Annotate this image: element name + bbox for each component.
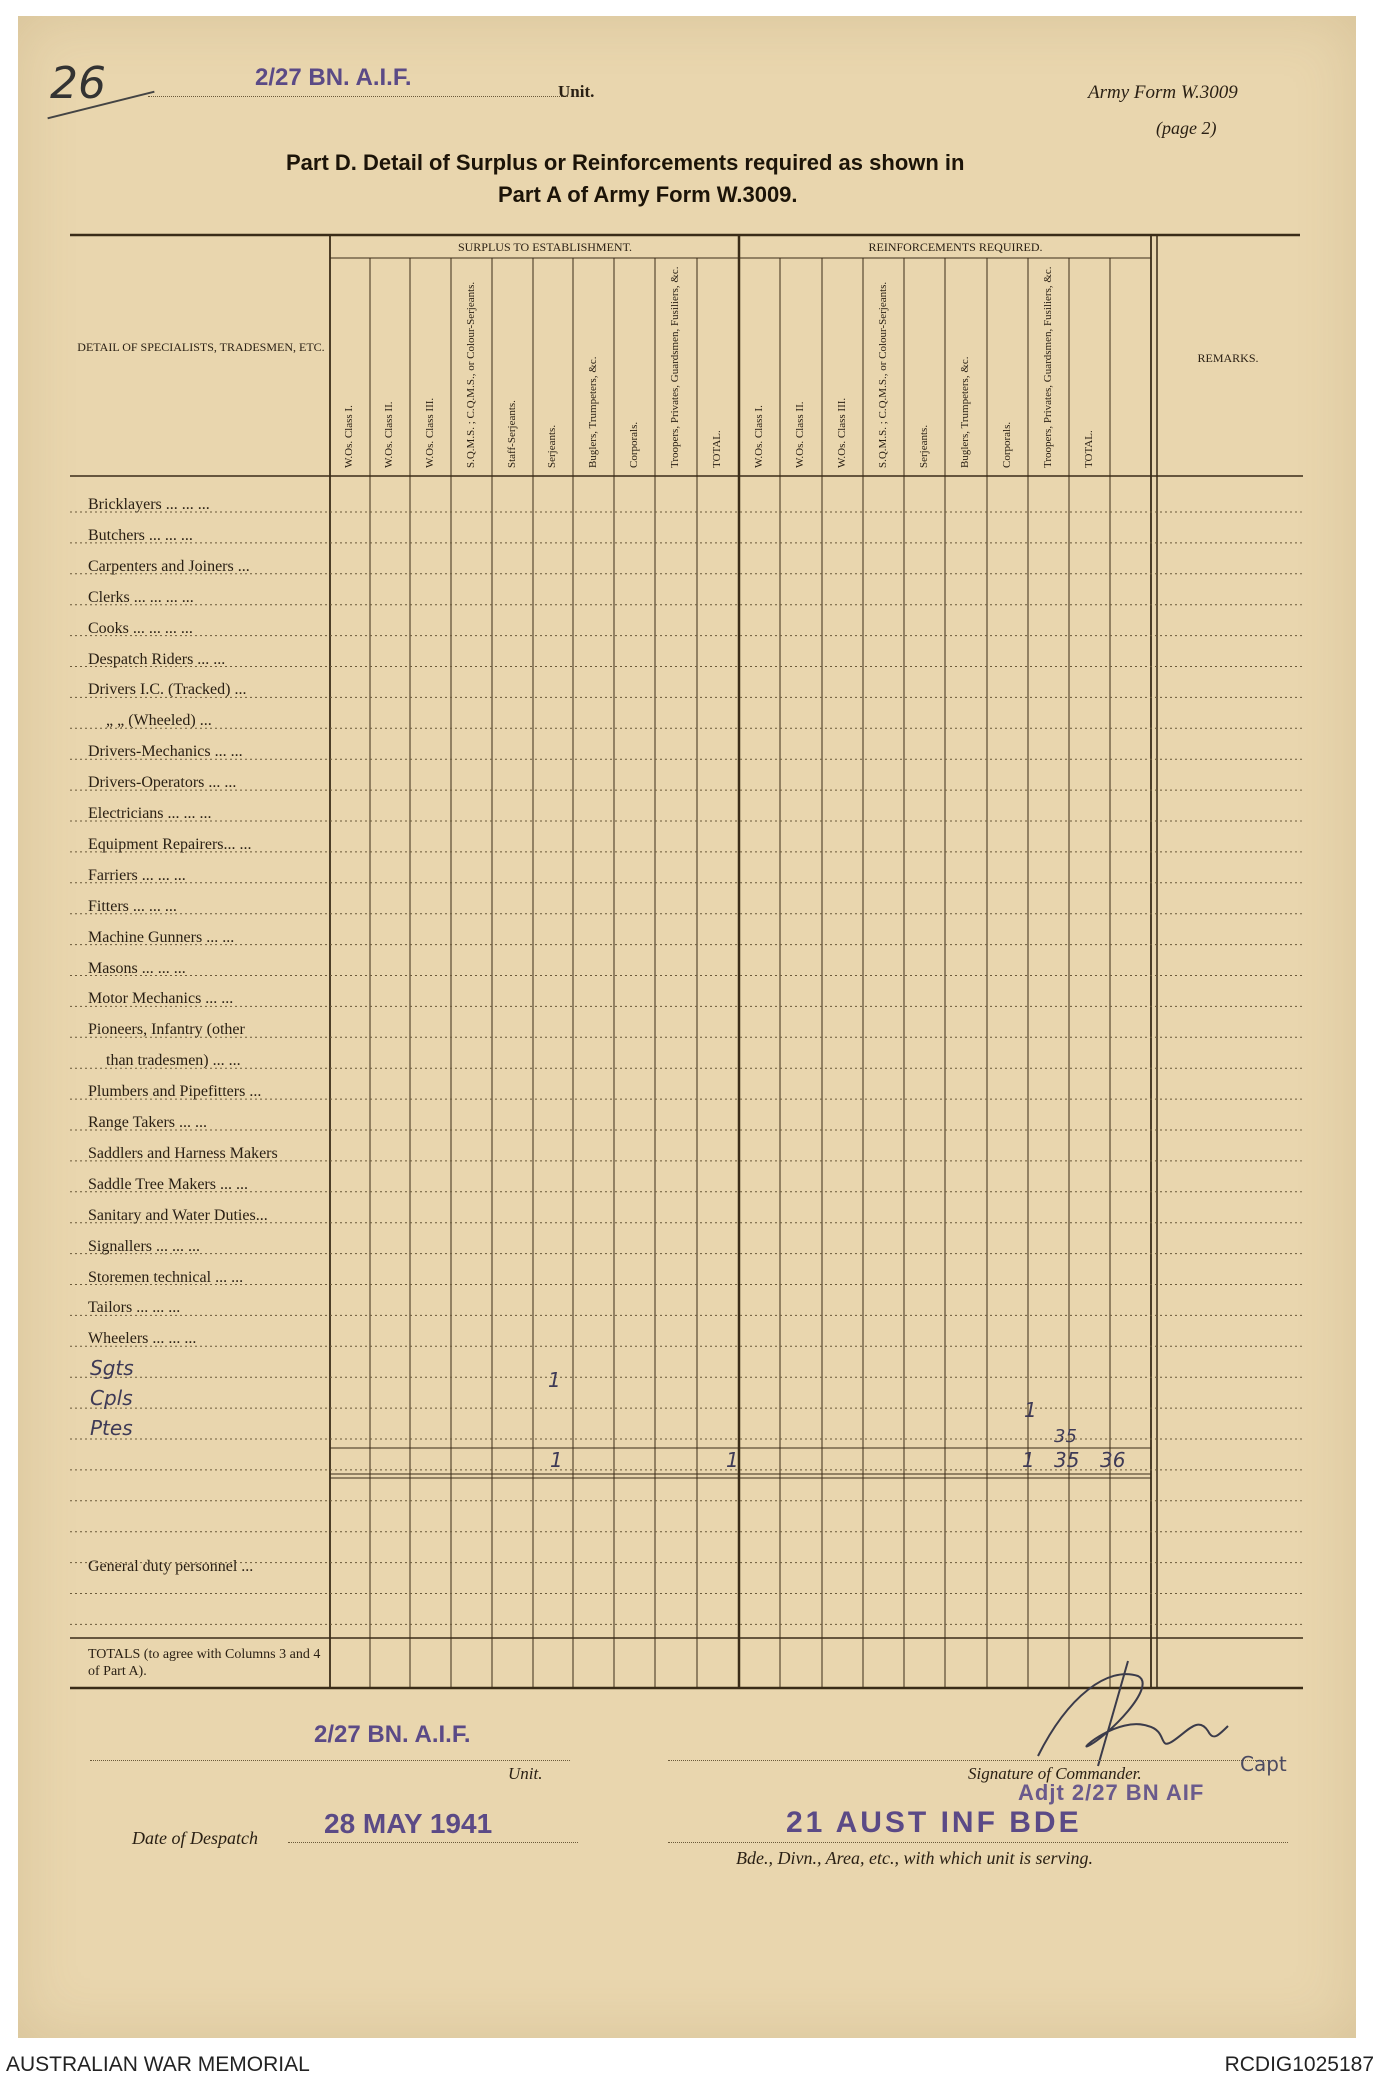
row-label: Storemen technical ... ...: [88, 1268, 244, 1286]
page-number: (page 2): [1156, 118, 1217, 138]
row-label: Drivers-Operators ... ...: [88, 774, 237, 792]
column-header: Staff-Serjeants.: [505, 400, 518, 468]
totals-label: TOTALS (to agree with Columns 3 and 4 of Part A).: [88, 1647, 321, 1679]
column-header: W.Os. Class III.: [835, 397, 848, 468]
row-label: Wheelers ... ... ...: [88, 1330, 197, 1348]
unit-stamp-footer: 2/27 BN. A.I.F.: [314, 1721, 471, 1748]
row-label: Plumbers and Pipefitters ...: [88, 1083, 262, 1101]
entry-ptes-troopers: 35: [1054, 1426, 1077, 1447]
total-surplus-serjeants: 1: [550, 1448, 563, 1472]
column-header: Troopers, Privates, Guardsmen, Fusiliers, &c.: [1041, 266, 1054, 468]
row-label: Cooks ... ... ... ...: [88, 619, 193, 637]
handwritten-row-cpls: Cpls: [90, 1386, 133, 1410]
signature-line: [668, 1760, 1268, 1761]
column-header: TOTAL.: [1082, 430, 1095, 468]
form-sheet: [18, 16, 1356, 2038]
entry-cpls-corporals: 1: [1024, 1398, 1037, 1422]
brigade-label: Bde., Divn., Area, etc., with which unit is serving.: [736, 1848, 1093, 1868]
row-label: Carpenters and Joiners ...: [88, 557, 250, 575]
footer-unit-line: [90, 1760, 570, 1761]
column-header: W.Os. Class I.: [343, 405, 355, 468]
column-header: W.Os. Class III.: [423, 397, 436, 468]
date-line: [288, 1842, 578, 1843]
column-header: Buglers, Trumpeters, &c.: [959, 356, 971, 468]
rank-handwritten: Capt: [1240, 1752, 1287, 1776]
row-label: than tradesmen) ... ...: [106, 1052, 241, 1070]
archive-id: RCDIG1025187: [1224, 2053, 1374, 2076]
footer-unit-label: Unit.: [508, 1764, 543, 1783]
row-label: Fitters ... ... ...: [88, 897, 177, 915]
column-header: Corporals.: [1000, 421, 1013, 468]
row-label: Range Takers ... ...: [88, 1114, 207, 1131]
row-label: Butchers ... ... ...: [88, 526, 193, 544]
archive-credit: AUSTRALIAN WAR MEMORIAL: [6, 2053, 310, 2076]
row-label: Saddle Tree Makers ... ...: [88, 1175, 248, 1193]
row-label: Tailors ... ... ...: [88, 1299, 181, 1317]
handwritten-folio-number: 26: [50, 58, 106, 109]
row-label: Sanitary and Water Duties...: [88, 1206, 268, 1224]
column-header: Serjeants.: [917, 424, 930, 468]
column-header: W.Os. Class II.: [383, 401, 395, 468]
column-header: Serjeants.: [546, 424, 558, 468]
total-reinf-corporals: 1: [1022, 1448, 1035, 1472]
column-header: TOTAL.: [711, 430, 723, 468]
row-label: Drivers-Mechanics ... ...: [88, 743, 243, 761]
reinforcements-header: REINFORCEMENTS REQUIRED.: [868, 240, 1043, 254]
detail-header: DETAIL OF SPECIALISTS, TRADESMEN, ETC.: [77, 340, 325, 354]
signature-label: Signature of Commander.: [968, 1764, 1142, 1783]
remarks-header: REMARKS.: [1197, 351, 1259, 365]
row-label: Masons ... ... ...: [88, 959, 186, 977]
row-label: Motor Mechanics ... ...: [88, 990, 234, 1008]
surplus-header: SURPLUS TO ESTABLISHMENT.: [457, 240, 633, 254]
total-reinf-total: 36: [1100, 1448, 1126, 1472]
row-label: Electricians ... ... ...: [88, 805, 212, 822]
column-header: W.Os. Class II.: [794, 401, 806, 468]
column-header: Troopers, Privates, Guardsmen, Fusiliers, &c.: [669, 266, 681, 468]
row-label: Despatch Riders ... ...: [88, 650, 226, 668]
row-label: „ „ (Wheeled) ...: [106, 712, 212, 730]
table-grid: [18, 16, 1356, 1736]
brigade-stamp: 21 AUST INF BDE: [786, 1806, 1082, 1839]
column-header: S.Q.M.S. ; C.Q.M.S., or Colour-Serjeants.: [464, 281, 477, 468]
column-header: Buglers, Trumpeters, &c.: [586, 356, 599, 468]
row-label: Saddlers and Harness Makers: [88, 1144, 278, 1162]
column-header: W.Os. Class I.: [752, 405, 765, 468]
general-duty-label: General duty personnel ...: [88, 1558, 254, 1575]
total-reinf-troopers: 35: [1054, 1448, 1080, 1472]
column-header: S.Q.M.S. ; C.Q.M.S., or Colour-Serjeants.: [876, 281, 889, 468]
date-label: Date of Despatch: [132, 1828, 258, 1848]
row-label: Signallers ... ... ...: [88, 1237, 200, 1255]
entry-sgts-serjeants: 1: [548, 1368, 561, 1392]
row-label: Farriers ... ... ...: [88, 866, 186, 884]
unit-stamp-header: 2/27 BN. A.I.F.: [255, 64, 412, 91]
date-stamp: 28 MAY 1941: [324, 1808, 493, 1839]
row-label: Drivers I.C. (Tracked) ...: [88, 681, 247, 699]
row-label: Equipment Repairers... ...: [88, 835, 252, 853]
form-name: Army Form W.3009: [1088, 82, 1238, 103]
form-title-line2: Part A of Army Form W.3009.: [498, 182, 798, 207]
form-title-line1: Part D. Detail of Surplus or Reinforcements required as shown in: [286, 150, 965, 175]
total-surplus-total: 1: [726, 1448, 739, 1472]
row-label: Pioneers, Infantry (other: [88, 1021, 245, 1039]
brigade-line: [668, 1842, 1288, 1843]
row-label: Machine Gunners ... ...: [88, 928, 235, 946]
column-header: Corporals.: [627, 421, 640, 468]
handwritten-row-sgts: Sgts: [90, 1356, 134, 1380]
handwritten-row-ptes: Ptes: [90, 1416, 133, 1440]
row-label: Clerks ... ... ... ...: [88, 588, 194, 606]
adjutant-stamp: Adjt 2/27 BN AIF: [1018, 1780, 1205, 1805]
unit-label: Unit.: [558, 82, 595, 101]
row-label: Bricklayers ... ... ...: [88, 496, 210, 513]
